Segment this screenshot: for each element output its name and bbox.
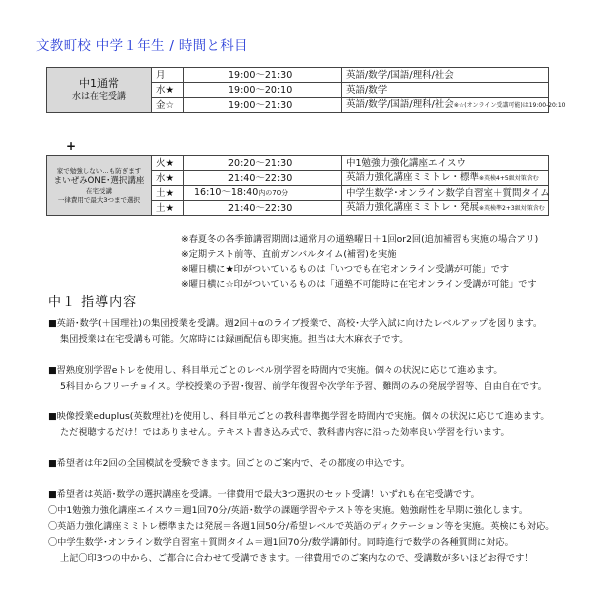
paragraph-optional-courses bbox=[48, 487, 554, 567]
schedule-notes bbox=[181, 232, 538, 292]
regular-course-note: 水は在宅受講 bbox=[71, 92, 126, 102]
schedule-time: 19:00〜21:30 bbox=[184, 98, 342, 113]
schedule-day: 火★ bbox=[152, 156, 184, 171]
optional-course-table bbox=[46, 155, 549, 216]
paragraph-eduplus bbox=[48, 409, 550, 441]
page-title: 文教町校 中学１年生 / 時間と科目 bbox=[36, 38, 248, 54]
regular-course-label bbox=[47, 68, 152, 113]
paragraph-mock-exam bbox=[48, 456, 410, 472]
section-heading: 中１ 指導内容 bbox=[48, 295, 138, 310]
optional-course-name: まいぜみONE･選択講座 bbox=[53, 175, 145, 186]
paragraph-group-lessons bbox=[48, 316, 542, 348]
plus-sign: + bbox=[66, 139, 77, 153]
schedule-subjects: 英語力強化講座ミミトレ・発展※英検準2+3級対策含む bbox=[342, 201, 549, 216]
paragraph-line: 5科目からフリーチョイス。学校授業の予習･復習、前学年復習や次学年予習、難問のみの発展学習等、自由自在です。 bbox=[60, 381, 547, 392]
schedule-day: 水★ bbox=[152, 83, 184, 98]
optional-course-tagline: 家で勉強しない…も防ぎます bbox=[56, 166, 142, 175]
paragraph-line: ただ視聴するだけ！ではありません。テキスト書き込み式で、教科書内容に沿った効率良い学習を行います。 bbox=[60, 427, 510, 438]
optional-course-mode: 在宅受講 bbox=[86, 186, 112, 195]
paragraph-line: ■習熟度別学習eトレを使用し、科目単元ごとのレベル別学習を時間内で実施。個々の状況に応じて進めます。 bbox=[48, 365, 503, 376]
schedule-day: 水★ bbox=[152, 171, 184, 186]
schedule-time: 21:40〜22:30 bbox=[184, 171, 342, 186]
paragraph-line: 〇中学生数学･オンライン数学自習室＋質問タイム＝週1回70分/数学講師付。同時進行で数学の各種質問に対応。 bbox=[48, 537, 514, 548]
paragraph-line: 上記〇印3つの中から、ご都合に合わせて受講できます。一律費用でのご案内なので、受講数が多いほどお得です！ bbox=[60, 553, 534, 564]
schedule-subjects: 中1勉強力強化講座エイスウ bbox=[342, 156, 549, 171]
schedule-time: 19:00〜21:30 bbox=[184, 68, 342, 83]
schedule-time: 21:40〜22:30 bbox=[184, 201, 342, 216]
time-note: 内の70分 bbox=[258, 189, 289, 197]
paragraph-line: 〇中1勉強力強化講座エイスウ＝週1回70分/英語･数学の課題学習やテスト等を実施。勉強耐性を早期に強化します。 bbox=[48, 505, 529, 516]
schedule-subjects: 英語/数学/国語/理科/社会※☆(オンライン受講可能)は19:00-20:10 bbox=[342, 98, 549, 113]
schedule-day: 月 bbox=[152, 68, 184, 83]
schedule-time: 19:00〜20:10 bbox=[184, 83, 342, 98]
note-line: ※春夏冬の各季節講習期間は通常月の通塾曜日＋1回or2回(追加補習も実施の場合アリ) bbox=[181, 234, 539, 245]
optional-course-label bbox=[47, 156, 152, 216]
online-note: ※☆(オンライン受講可能)は19:00-20:10 bbox=[453, 102, 566, 109]
regular-course-name: 中1通常 bbox=[79, 77, 119, 90]
paragraph-line: 〇英語力強化講座ミミトレ標準または発展＝各週1回50分/希望レベルで英語のディクテーション等を実施。英検にも対応。 bbox=[48, 521, 555, 532]
paragraph-line: ■英語･数学(＋国理社)の集団授業を受講。週2回＋αのライブ授業で、高校･大学入試に向けたレベルアップを図ります。 bbox=[48, 318, 543, 329]
note-line: ※曜日横に☆印がついているものは「通塾不可能時に在宅オンライン受講が可能」です bbox=[181, 279, 537, 290]
schedule-subjects: 英語/数学 bbox=[342, 83, 549, 98]
paragraph-line: ■映像授業eduplus(英数理社)を使用し、科目単元ごとの教科書準拠学習を時間内で実施。個々の状況に応じて進めます。 bbox=[48, 411, 550, 422]
regular-schedule-table bbox=[46, 67, 566, 113]
schedule-time: 16:10〜18:40内の70分 bbox=[184, 186, 342, 201]
note-line: ※曜日横に★印がついているものは「いつでも在宅オンライン受講が可能」です bbox=[181, 264, 510, 275]
schedule-day: 土★ bbox=[152, 201, 184, 216]
schedule-day: 金☆ bbox=[152, 98, 184, 113]
paragraph-line: 集団授業は在宅受講も可能。欠席時には録画配信も即実施。担当は大木麻衣子です。 bbox=[60, 334, 409, 345]
paragraph-line: ■希望者は年2回の全国模試を受験できます。回ごとのご案内で、その都度の申込です。 bbox=[48, 458, 410, 469]
paragraph-etore bbox=[48, 363, 547, 395]
schedule-subjects: 中学生数学･オンライン数学自習室＋質問タイム bbox=[342, 186, 549, 201]
eiken-note: ※英検準2+3級対策含む bbox=[479, 205, 545, 212]
note-line: ※定期テスト前等、直前ガンバルタイム(補習)を実施 bbox=[181, 249, 397, 260]
schedule-time: 20:20〜21:30 bbox=[184, 156, 342, 171]
optional-course-fee: 一律費用で最大3つまで選択 bbox=[57, 195, 141, 204]
schedule-subjects: 英語力強化講座ミミトレ・標準※英検4+5級対策含む bbox=[342, 171, 549, 186]
paragraph-line: ■希望者は英語･数学の選択講座を受講。一律費用で最大3つ選択のセット受講！いずれも在宅受講です。 bbox=[48, 489, 480, 500]
eiken-note: ※英検4+5級対策含む bbox=[479, 175, 539, 182]
schedule-subjects: 英語/数学/国語/理科/社会 bbox=[342, 68, 549, 83]
schedule-day: 土★ bbox=[152, 186, 184, 201]
